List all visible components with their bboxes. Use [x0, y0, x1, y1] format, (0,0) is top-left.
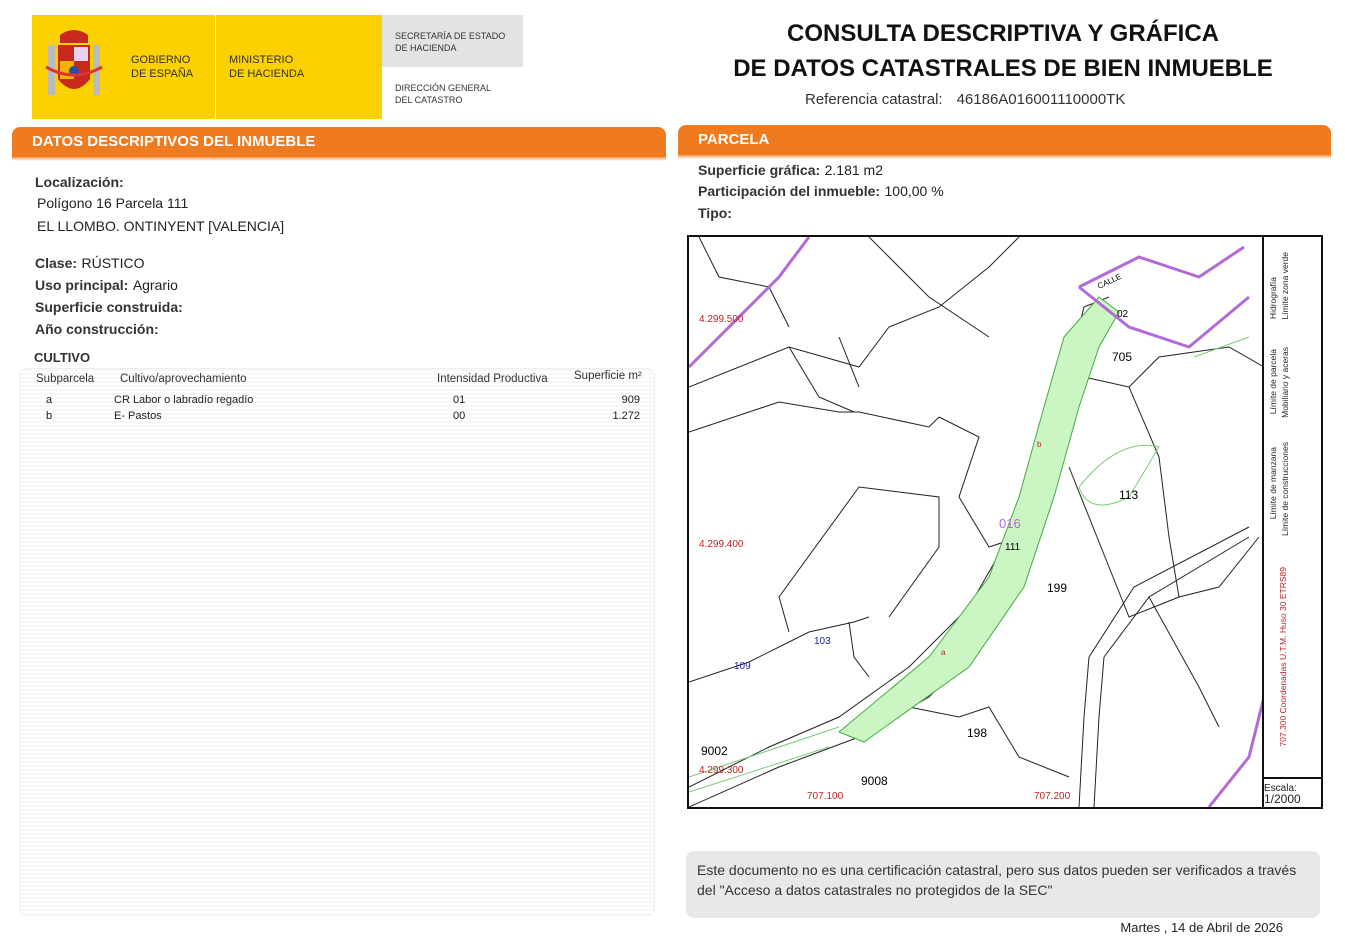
cell-superficie: 1.272 [612, 410, 640, 422]
cell-cultivo: E- Pastos [114, 410, 162, 422]
col-cultivo: Cultivo/aprovechamiento [120, 373, 247, 385]
disclaimer-note: Este documento no es una certificación catastral, pero sus datos pueden ser verificados a través del "Acceso a datos catastrales no protegidos de la SEC" [686, 851, 1320, 918]
uso-value: Agrario [132, 277, 178, 293]
cell-sub: a [46, 394, 53, 406]
secretaria-text: SECRETARÍA DE ESTADO DE HACIENDA [395, 31, 506, 53]
coord-label: 4.299.300 [699, 765, 744, 776]
map-drawing [689, 237, 1264, 807]
legend-construcciones: Límite de construcciones [1280, 442, 1290, 537]
cell-intensidad: 01 [453, 394, 466, 406]
col-intensidad: Intensidad Productiva [437, 373, 548, 385]
ministerio-text: MINISTERIO DE HACIENDA [229, 54, 305, 80]
cultivo-title: CULTIVO [34, 350, 91, 365]
tipo-label: Tipo: [698, 205, 732, 221]
participacion-row [698, 183, 944, 201]
parcela-section-header [678, 125, 1331, 159]
section-title: DATOS DESCRIPTIVOS DEL INMUEBLE [12, 127, 666, 157]
parcel-label: 198 [967, 726, 988, 740]
section-title: PARCELA [678, 125, 1331, 155]
descriptive-section-header [12, 127, 666, 161]
parcel-label: 02 [1117, 309, 1129, 320]
cell-intensidad: 00 [453, 410, 466, 422]
cell-sub: b [46, 410, 53, 422]
sup-label: Superficie gráfica: [698, 162, 821, 178]
poligono-label: 016 [999, 516, 1021, 531]
sup-value: 2.181 m2 [824, 162, 883, 178]
escala-value: 1/2000 [1264, 792, 1301, 806]
page-title: CONSULTA DESCRIPTIVA Y GRÁFICA DE DATOS CATASTRALES DE BIEN INMUEBLE [733, 20, 1273, 82]
superficie-construida-label: Superficie construida: [35, 299, 183, 315]
part-value: 100,00 % [884, 183, 944, 199]
escala-label: Escala: [1264, 783, 1297, 794]
parcel-label: 111 [1005, 542, 1021, 553]
localizacion-line2: EL LLOMBO. ONTINYENT [VALENCIA] [37, 218, 285, 234]
legend-mobiliario: Mobiliario y aceras [1280, 347, 1290, 418]
col-superficie: Superficie m² [574, 370, 642, 382]
legend-manzana: Límite de manzana [1268, 447, 1278, 520]
scale-box [1262, 777, 1323, 809]
localizacion-label: Localización: [35, 174, 124, 190]
clase-value: RÚSTICO [81, 255, 145, 271]
col-subparcela: Subparcela [36, 373, 95, 385]
part-label: Participación del inmueble: [698, 183, 881, 199]
anio-construccion-label: Año construcción: [35, 321, 159, 337]
parcel-label: 705 [1112, 350, 1133, 364]
date: Martes , 14 de Abril de 2026 [1120, 920, 1283, 935]
superficie-grafica-row [698, 162, 883, 180]
cultivo-table [19, 368, 655, 916]
parcel-label: 9002 [701, 744, 728, 758]
clase-row [35, 255, 144, 273]
legend-parcela: Límite de parcela [1268, 349, 1278, 415]
coord-label: 4.299.500 [699, 314, 744, 325]
gobierno-text: GOBIERNO DE ESPAÑA [131, 54, 194, 80]
gobierno-block [32, 15, 215, 119]
ministerio-block [216, 15, 382, 119]
cell-cultivo: CR Labor o labradío regadío [114, 394, 254, 406]
uso-row [35, 277, 178, 295]
subparcela-label: a [941, 648, 946, 657]
legend-zona-verde: Límite zona verde [1280, 252, 1290, 320]
cadastral-map[interactable] [687, 235, 1323, 809]
parcel-label: 113 [1119, 488, 1139, 502]
catastro-logo [32, 15, 523, 119]
parcel-label: 103 [814, 636, 831, 647]
subparcela-label: b [1037, 440, 1042, 449]
referencia-catastral [805, 91, 1125, 108]
coord-label: 4.299.400 [699, 539, 744, 550]
clase-label: Clase: [35, 255, 78, 271]
uso-label: Uso principal: [35, 277, 129, 293]
coord-label: 707.200 [1034, 791, 1071, 802]
parcel-label: 9008 [861, 774, 888, 788]
cell-superficie: 909 [621, 394, 640, 406]
parcel-label: 199 [1047, 581, 1068, 595]
parcel-label: 109 [734, 661, 751, 672]
street-label: CALLE [1096, 271, 1123, 291]
ref-value: 46186A016001110000TK [956, 91, 1126, 108]
legend-coords: 707.300 Coordenadas U.T.M. Huso 30 ETRS89 [1278, 567, 1288, 747]
ref-label: Referencia catastral: [805, 91, 943, 108]
coord-label: 707.100 [807, 791, 844, 802]
secretaria-block [382, 15, 523, 67]
legend-hidrografia: Hidrografía [1268, 277, 1278, 320]
localizacion-line1: Polígono 16 Parcela 111 [37, 195, 189, 211]
coat-of-arms-icon [44, 27, 104, 105]
direccion-text: DIRECCIÓN GENERAL DEL CATASTRO [395, 83, 492, 105]
map-legend [1262, 235, 1323, 809]
